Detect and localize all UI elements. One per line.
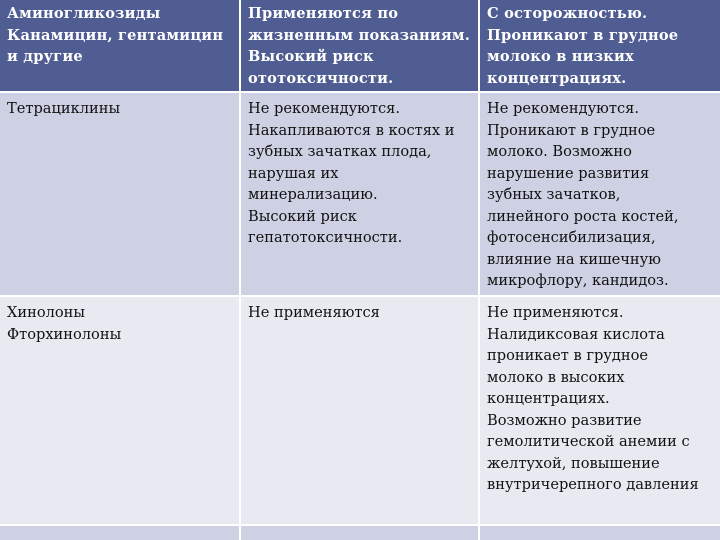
- cell-line: Не рекомендуются.: [248, 100, 400, 117]
- cell-line: нарушая их: [248, 164, 339, 182]
- cell-line: микрофлору, кандидоз.: [487, 272, 669, 289]
- header-cell-pregnancy: [241, 0, 480, 93]
- cell-line: Накапливаются в костях и: [248, 121, 455, 139]
- cell-empty: [480, 526, 720, 540]
- cell-line: линейного роста костей,: [487, 207, 679, 225]
- header-cell-line: Канамицин, гентамицин: [7, 26, 224, 44]
- cell-pregnancy: [241, 297, 480, 526]
- cell-line: Возможно развитие: [487, 411, 642, 429]
- cell-line: влияние на кишечную: [487, 250, 661, 268]
- table-row: [0, 93, 720, 297]
- header-cell-line: Аминогликозиды: [7, 5, 161, 22]
- cell-line: зубных зачатках плода,: [248, 143, 432, 160]
- header-cell-line: молоко в низких: [487, 48, 634, 65]
- header-cell-line: Применяются по: [248, 5, 399, 22]
- cell-pregnancy: [241, 93, 480, 297]
- cell-line: зубных зачатков,: [487, 186, 621, 203]
- cell-line: молоко. Возможно: [487, 143, 632, 160]
- cell-line: Тетрациклины: [7, 100, 121, 117]
- cell-line: молоко в высоких: [487, 368, 625, 386]
- cell-empty: [241, 526, 480, 540]
- header-cell-drug-group: [0, 0, 241, 93]
- header-cell-line: Высокий риск: [248, 48, 374, 65]
- header-cell-line: Проникают в грудное: [487, 26, 679, 44]
- cell-line: нарушение развития: [487, 164, 650, 182]
- cell-line: Проникают в грудное: [487, 121, 656, 139]
- cell-line: Не рекомендуются.: [487, 100, 639, 117]
- header-cell-lactation: [480, 0, 720, 93]
- header-cell-line: жизненным показаниям.: [248, 26, 471, 44]
- cell-line: фотосенсибилизация,: [487, 229, 656, 246]
- cell-line: Хинолоны: [7, 304, 86, 321]
- table-header-row: [0, 0, 720, 93]
- cell-empty: [0, 526, 241, 540]
- cell-line: Не применяются: [248, 304, 380, 321]
- header-cell-line: концентрациях.: [487, 69, 627, 87]
- cell-line: гемолитической анемии с: [487, 433, 690, 450]
- cell-line: минерализацию.: [248, 186, 378, 203]
- cell-line: проникает в грудное: [487, 347, 649, 364]
- cell-line: Высокий риск: [248, 207, 357, 225]
- cell-line: Фторхинолоны: [7, 325, 122, 343]
- cell-line: Налидиксовая кислота: [487, 325, 665, 343]
- cell-lactation: [480, 93, 720, 297]
- header-cell-line: С осторожностью.: [487, 5, 648, 22]
- header-cell-line: ототоксичности.: [248, 69, 394, 87]
- header-cell-line: и другие: [7, 48, 83, 65]
- cell-line: концентрациях.: [487, 390, 610, 407]
- cell-lactation: [480, 297, 720, 526]
- cell-drug-group: [0, 297, 241, 526]
- table-row: [0, 297, 720, 526]
- cell-drug-group: [0, 93, 241, 297]
- cell-line: желтухой, повышение: [487, 454, 660, 472]
- table-row-empty: [0, 526, 720, 540]
- cell-line: Не применяются.: [487, 304, 624, 321]
- cell-line: внутричерепного давления: [487, 476, 699, 493]
- cell-line: гепатотоксичности.: [248, 229, 403, 246]
